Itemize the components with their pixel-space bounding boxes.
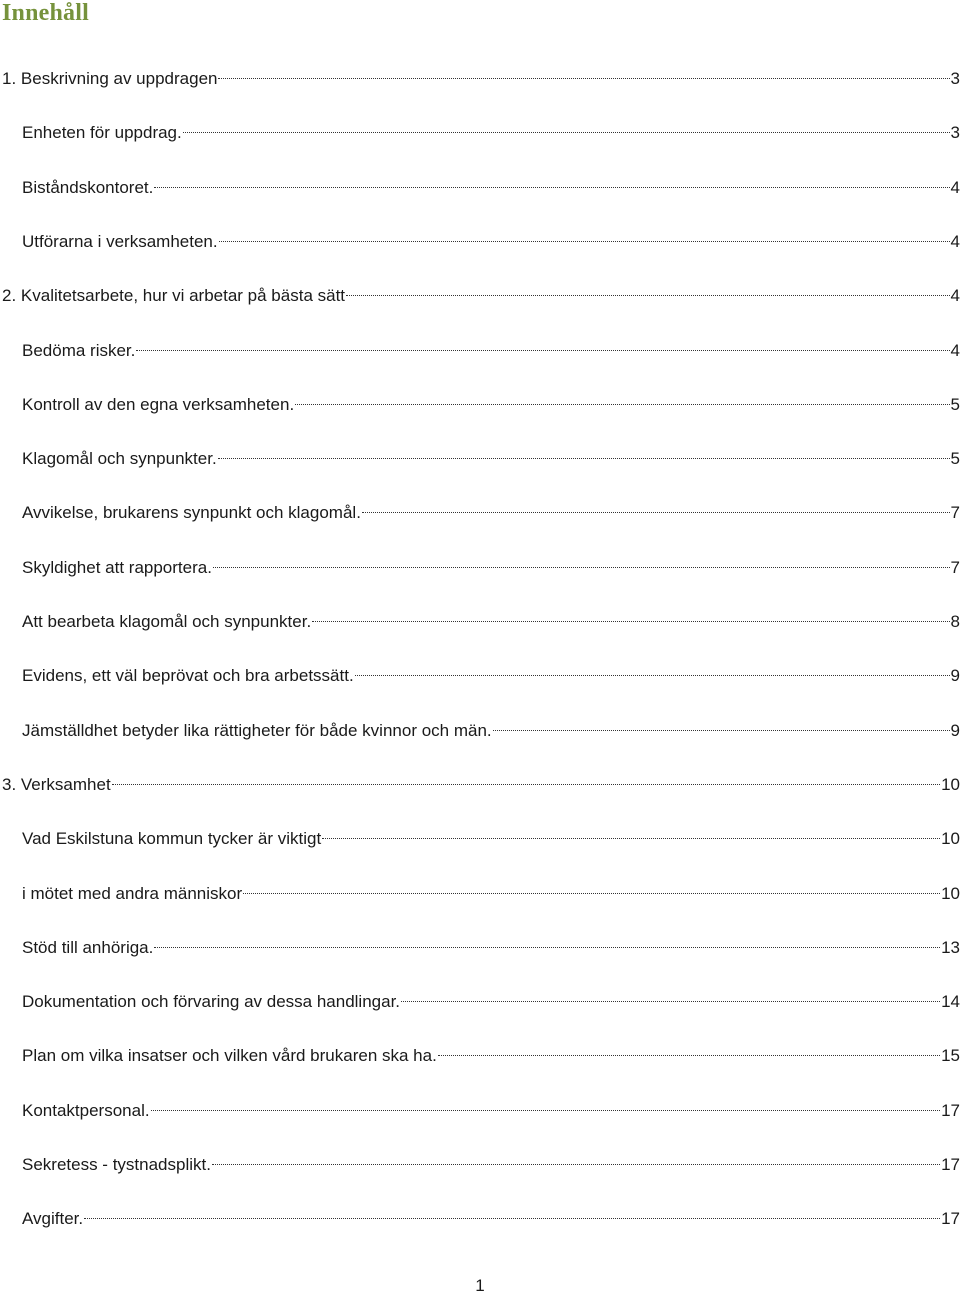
toc-dot-leader xyxy=(493,712,950,736)
toc-dot-leader xyxy=(154,929,940,953)
toc-dot-leader xyxy=(355,657,950,681)
toc-dot-leader xyxy=(219,223,950,247)
toc-entry-page-number: 10 xyxy=(941,829,960,848)
toc-entry-text: 3. Verksamhet xyxy=(2,775,111,794)
toc-entry[interactable] xyxy=(0,60,960,88)
toc-entry[interactable] xyxy=(0,603,960,631)
toc-entry-page-number: 5 xyxy=(950,395,960,414)
toc-dot-leader xyxy=(218,440,950,464)
toc-dot-leader xyxy=(438,1037,940,1061)
toc-entry-text: Stöd till anhöriga. xyxy=(22,938,154,957)
toc-entry-page-number: 5 xyxy=(950,449,960,468)
toc-entry-page-number: 10 xyxy=(941,775,960,794)
toc-entry[interactable] xyxy=(0,1146,960,1174)
toc-entry-text: Utförarna i verksamheten. xyxy=(22,232,218,251)
toc-entry-page-number: 4 xyxy=(950,286,960,305)
toc-entry-text: Klagomål och synpunkter. xyxy=(22,449,217,468)
toc-entry-text: 2. Kvalitetsarbete, hur vi arbetar på bästa sätt xyxy=(2,286,346,305)
toc-entry-page-number: 9 xyxy=(950,721,960,740)
toc-dot-leader xyxy=(322,820,940,844)
toc-entry-page-number: 17 xyxy=(941,1101,960,1120)
toc-entry[interactable] xyxy=(0,766,960,794)
toc-entry-text: Evidens, ett väl beprövat och bra arbetssätt. xyxy=(22,666,354,685)
toc-entry-page-number: 13 xyxy=(941,938,960,957)
toc-entry-page-number: 4 xyxy=(950,341,960,360)
toc-dot-leader xyxy=(183,114,950,138)
toc-entry-text: Enheten för uppdrag. xyxy=(22,123,182,142)
toc-entry-text: Jämställdhet betyder lika rättigheter för både kvinnor och män. xyxy=(22,721,492,740)
toc-entry-text: Plan om vilka insatser och vilken vård brukaren ska ha. xyxy=(22,1046,437,1065)
toc-entry-text: Avgifter. xyxy=(22,1209,84,1228)
toc-entry-text: Skyldighet att rapportera. xyxy=(22,558,212,577)
toc-entry[interactable] xyxy=(0,332,960,360)
toc-entry-text: Bedöma risker. xyxy=(22,341,136,360)
toc-dot-leader xyxy=(346,277,950,301)
toc-entry-page-number: 8 xyxy=(950,612,960,631)
toc-entry[interactable] xyxy=(0,494,960,522)
toc-dot-leader xyxy=(151,1092,940,1116)
toc-dot-leader xyxy=(218,60,949,84)
toc-entry-page-number: 4 xyxy=(950,232,960,251)
toc-entry[interactable] xyxy=(0,223,960,251)
toc-entry[interactable] xyxy=(0,114,960,142)
toc-dot-leader xyxy=(212,1146,940,1170)
toc-dot-leader xyxy=(295,386,949,410)
toc-entry-text: i mötet med andra människor xyxy=(22,884,243,903)
toc-dot-leader xyxy=(112,766,940,790)
toc-entry-text: Dokumentation och förvaring av dessa handlingar. xyxy=(22,992,401,1011)
toc-entry[interactable] xyxy=(0,657,960,685)
toc-entry-text: Vad Eskilstuna kommun tycker är viktigt xyxy=(22,829,322,848)
toc-entry-text: Biståndskontoret. xyxy=(22,178,154,197)
toc-entry[interactable] xyxy=(0,277,960,305)
toc-entry-page-number: 10 xyxy=(941,884,960,903)
toc-dot-leader xyxy=(154,169,949,193)
toc-entry[interactable] xyxy=(0,549,960,577)
toc-entry-page-number: 17 xyxy=(941,1209,960,1228)
toc-entry-page-number: 7 xyxy=(950,558,960,577)
toc-entry-text: Avvikelse, brukarens synpunkt och klagomål. xyxy=(22,503,361,522)
toc-dot-leader xyxy=(312,603,949,627)
toc-entry[interactable] xyxy=(0,1092,960,1120)
toc-dot-leader xyxy=(84,1200,940,1224)
toc-entry-page-number: 9 xyxy=(950,666,960,685)
toc-dot-leader xyxy=(362,494,950,518)
toc-entry-page-number: 14 xyxy=(941,992,960,1011)
toc-entry[interactable] xyxy=(0,1037,960,1065)
toc-dot-leader xyxy=(401,983,940,1007)
toc-entry-page-number: 3 xyxy=(950,69,960,88)
toc-dot-leader xyxy=(136,332,949,356)
toc-dot-leader xyxy=(243,875,940,899)
toc-entry-page-number: 15 xyxy=(941,1046,960,1065)
toc-entry[interactable] xyxy=(0,386,960,414)
toc-entry[interactable] xyxy=(0,169,960,197)
toc-entry-text: Kontroll av den egna verksamheten. xyxy=(22,395,295,414)
toc-entry-text: Sekretess - tystnadsplikt. xyxy=(22,1155,211,1174)
toc-entry-text: Att bearbeta klagomål och synpunkter. xyxy=(22,612,312,631)
toc-entry[interactable] xyxy=(0,1200,960,1228)
toc-entry-text: Kontaktpersonal. xyxy=(22,1101,150,1120)
toc-entry[interactable] xyxy=(0,712,960,740)
toc-entry[interactable] xyxy=(0,875,960,903)
toc-entry[interactable] xyxy=(0,820,960,848)
toc-entry-page-number: 3 xyxy=(950,123,960,142)
toc-title: Innehåll xyxy=(2,0,89,26)
toc-entry[interactable] xyxy=(0,440,960,468)
toc-entry-text: 1. Beskrivning av uppdragen xyxy=(2,69,218,88)
page-number: 1 xyxy=(475,1276,485,1295)
toc-entry[interactable] xyxy=(0,983,960,1011)
toc-entry-page-number: 4 xyxy=(950,178,960,197)
toc-dot-leader xyxy=(213,549,950,573)
toc-entry-page-number: 7 xyxy=(950,503,960,522)
toc-entry[interactable] xyxy=(0,929,960,957)
toc-entry-page-number: 17 xyxy=(941,1155,960,1174)
